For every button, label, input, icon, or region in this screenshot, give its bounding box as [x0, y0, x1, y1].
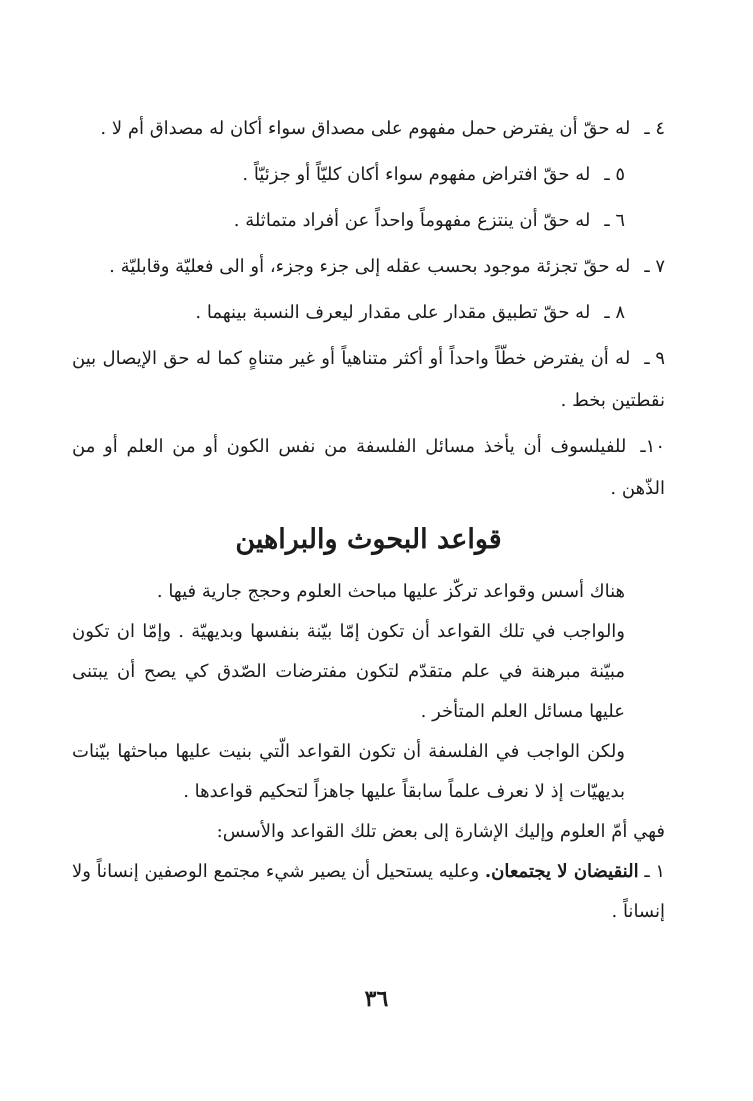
item-text: له حقّ افتراض مفهوم سواء أكان كليّاً أو جزئيّاً .	[242, 164, 591, 185]
paragraph-mother-of-sciences: فهي أمّ العلوم وإليك الإشارة إلى بعض تلك القواعد والأسس:	[216, 821, 665, 842]
list-item	[72, 426, 665, 510]
item-text: للفيلسوف أن يأخذ مسائل الفلسفة من نفس الكون أو من العلم أو من الذّهن .	[72, 436, 665, 499]
item-number: ٤ ـ	[644, 118, 665, 139]
item-text: له حقّ أن ينتزع مفهوماً واحداً عن أفراد متماثلة .	[233, 210, 591, 231]
paragraph-duty: والواجب في تلك القواعد أن تكون إمّا بيّنة بنفسها وبديهيّة . وإمّا ان تكون مبيّنة مبرهنة في علم متقدّم لتكون مفترضات الصّدق كي يصح أن يبتنى عليها مسائل العلم المتأخر .	[72, 621, 625, 722]
list-item	[72, 246, 665, 288]
item-text: له أن يفترض خطّاً واحداً أو أكثر متناهياً أو غير متناهٍ كما له حق الإيصال بين نقطتين بخط .	[72, 348, 665, 411]
item-number: ٥ ـ	[604, 164, 625, 185]
list-item	[72, 200, 665, 242]
rule-text: وعليه يستحيل أن يصير شيء مجتمع الوصفين إنساناً ولا إنساناً .	[72, 861, 665, 922]
item-number: ٨ ـ	[604, 302, 625, 323]
item-number: ٦ ـ	[604, 210, 625, 231]
rule-number: ١ ـ	[644, 861, 665, 882]
rule-item	[72, 852, 665, 932]
item-text: له حقّ تجزئة موجود بحسب عقله إلى جزء وجزء، أو الى فعليّة وقابليّة .	[109, 256, 631, 277]
list-item	[72, 108, 665, 150]
list-item	[72, 292, 665, 334]
list-item	[72, 154, 665, 196]
paragraph-philosophy: ولكن الواجب في الفلسفة أن تكون القواعد الّتي بنيت عليها مباحثها بيّنات بديهيّات إذ لا نعرف علماً سابقاً عليها جاهزاً لتحكيم قواعدها .	[72, 741, 625, 802]
list-item	[72, 338, 665, 422]
item-text: له حقّ تطبيق مقدار على مقدار ليعرف النسبة بينهما .	[195, 302, 591, 323]
rule-title: النقيضان لا يجتمعان.	[484, 861, 639, 882]
item-number: ٧ ـ	[644, 256, 665, 277]
section-title: قواعد البحوث والبراهين	[235, 524, 502, 555]
page-body	[72, 108, 665, 932]
item-number: ١٠ـ	[640, 436, 665, 457]
page-number: ٣٦	[364, 986, 389, 1012]
item-text: له حقّ أن يفترض حمل مفهوم على مصداق سواء أكان له مصداق أم لا .	[100, 118, 631, 139]
paragraph-intro: هناك أسس وقواعد تركّز عليها مباحث العلوم وحجج جارية فيها .	[156, 581, 625, 602]
item-number: ٩ ـ	[644, 348, 665, 369]
